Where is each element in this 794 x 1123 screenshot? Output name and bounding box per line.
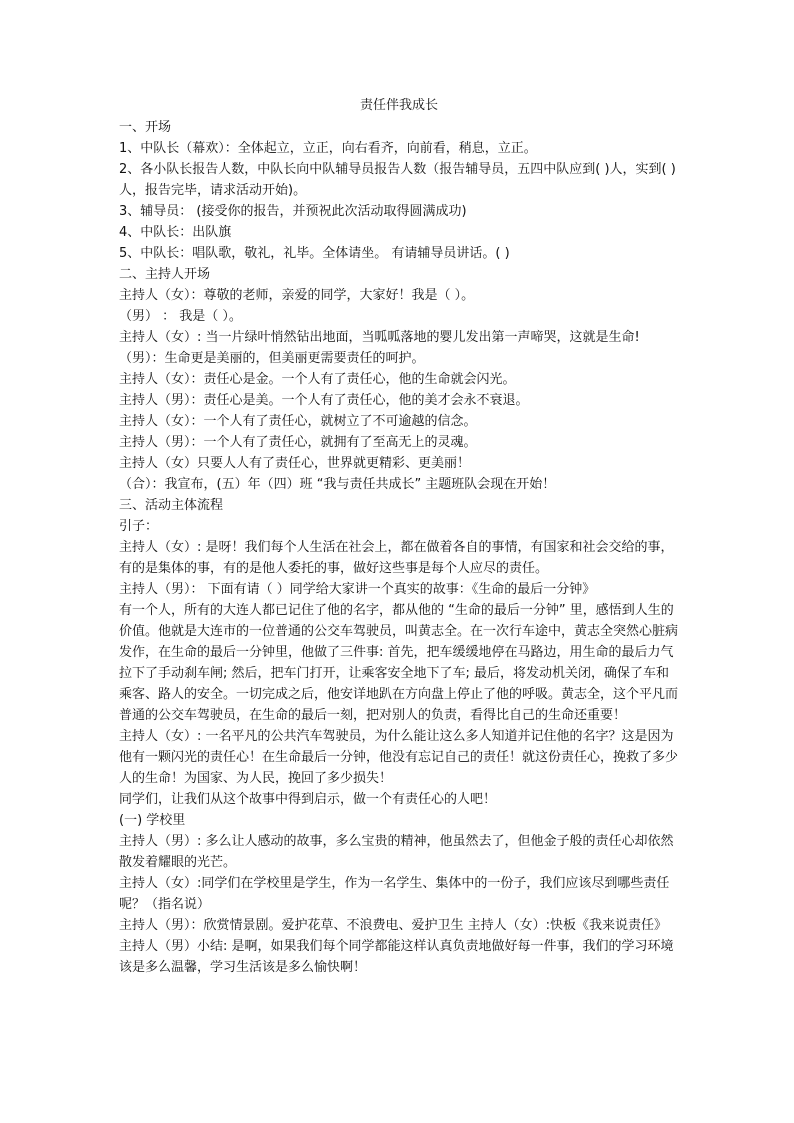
paragraph: 主持人（男）：欣赏情景剧。爱护花草、不浪费电、爱护卫生 主持人（女）:快板《我来说责任》 (119, 918, 668, 933)
paragraph: 主持人（女）：尊敬的老师，亲爱的同学，大家好！我是（ ）。 (119, 288, 475, 303)
paragraph: 主持人（女）: 一名平凡的公共汽车驾驶员，为什么能让这么多人知道并记住他的名字？这是因为他有一颗闪光的责任心！在生命最后一分钟，他没有忘记自己的责任！就这份责任心，挽救了多少人的生命！为国家、为人民，挽回了多少损失！ (119, 729, 679, 786)
document-page (119, 96, 679, 978)
paragraph: 1、中队长（幕欢）：全体起立，立正，向右看齐，向前看，稍息，立正。 (119, 141, 537, 156)
paragraph: 主持人（女）: 当一片绿叶悄然钻出地面，当呱呱落地的婴儿发出第一声啼哭，这就是生命! (119, 330, 640, 345)
paragraph: 主持人（女）：责任心是金。一个人有了责任心，他的生命就会闪光。 (119, 372, 516, 387)
paragraph: （合）：我宣布，(五）年（四）班 “我与责任共成长” 主题班队会现在开始！ (119, 477, 556, 492)
story-paragraph: 有一个人，所有的大连人都已记住了他的名字，都从他的 “生命的最后一分钟” 里，感悟到人生的价值。他就是大连市的一位普通的公交车驾驶员，叫黄志全。在一次行车途中，黄志全突然心脏病发作，在生命的最后一分钟里，他做了三件事: 首先，把车缓缓地停在马路边，用生命的最后力气拉下了手动刹车闸; 然后，把车门打开，让乘客安全地下了车; 最后，将发动机关闭，确保了车和乘客、路人的安全。一切完成之后，他安详地趴在方向盘上停止了他的呼吸。黄志全，这个平凡而普通的公交车驾驶员，在生命的最后一刻，把对别人的负责，看得比自己的生命还重要！ (119, 603, 679, 723)
paragraph: 主持人（男）：责任心是美。一个人有了责任心，他的美才会永不衰退。 (119, 393, 529, 408)
paragraph: 主持人（女）:同学们在学校里是学生，作为一名学生、集体中的一份子，我们应该尽到哪些责任呢？（指名说） (119, 876, 670, 912)
paragraph: 主持人（女）只要人人有了责任心，世界就更精彩、更美丽！ (119, 456, 471, 471)
section-heading-opening: 一、开场 (119, 120, 172, 135)
paragraph: 主持人（男）: 多么让人感动的故事，多么宝贵的精神，他虽然去了，但他金子般的责任心却依然散发着耀眼的光芒。 (119, 834, 674, 870)
paragraph: 主持人（男）： 下面有请（ ）同学给大家讲一个真实的故事：《生命的最后一分钟》 (119, 582, 596, 597)
paragraph: 主持人（男）：一个人有了责任心，就拥有了至高无上的灵魂。 (119, 435, 477, 450)
paragraph: 引子： (119, 519, 159, 534)
paragraph: 主持人（女）: 是呀！我们每个人生活在社会上，都在做着各自的事情，有国家和社会交给的事，有的是集体的事，有的是他人委托的事，做好这些事是每个人应尽的责任。 (119, 540, 674, 576)
document-title: 责任伴我成长 (359, 98, 438, 113)
paragraph: 主持人（男）小结: 是啊，如果我们每个同学都能这样认真负责地做好每一件事，我们的学习环境该是多么温馨，学习生活该是多么愉快啊！ (119, 939, 674, 975)
paragraph: 主持人（女）：一个人有了责任心，就树立了不可逾越的信念。 (119, 414, 477, 429)
paragraph: （男）：生命更是美丽的，但美丽更需要责任的呵护。 (119, 351, 425, 366)
paragraph: （男） ： 我是（ ）。 (119, 309, 242, 324)
paragraph: 5、中队长：唱队歌，敬礼，礼毕。全体请坐。 有请辅导员讲话。( ) (119, 246, 510, 261)
section-heading-host-opening: 二、主持人开场 (119, 267, 211, 282)
paragraph: 同学们，让我们从这个故事中得到启示，做一个有责任心的人吧！ (119, 792, 497, 807)
paragraph: 3、辅导员： (接受你的报告，并预祝此次活动取得圆满成功) (119, 204, 467, 219)
paragraph: 2、各小队长报告人数，中队长向中队辅导员报告人数（报告辅导员，五四中队应到( )人，实到( )人，报告完毕，请求活动开始)。 (119, 162, 676, 198)
paragraph: 4、中队长：出队旗 (119, 225, 232, 240)
subsection-heading-school: (一) 学校里 (119, 813, 186, 828)
section-heading-main-flow: 三、活动主体流程 (119, 498, 224, 513)
